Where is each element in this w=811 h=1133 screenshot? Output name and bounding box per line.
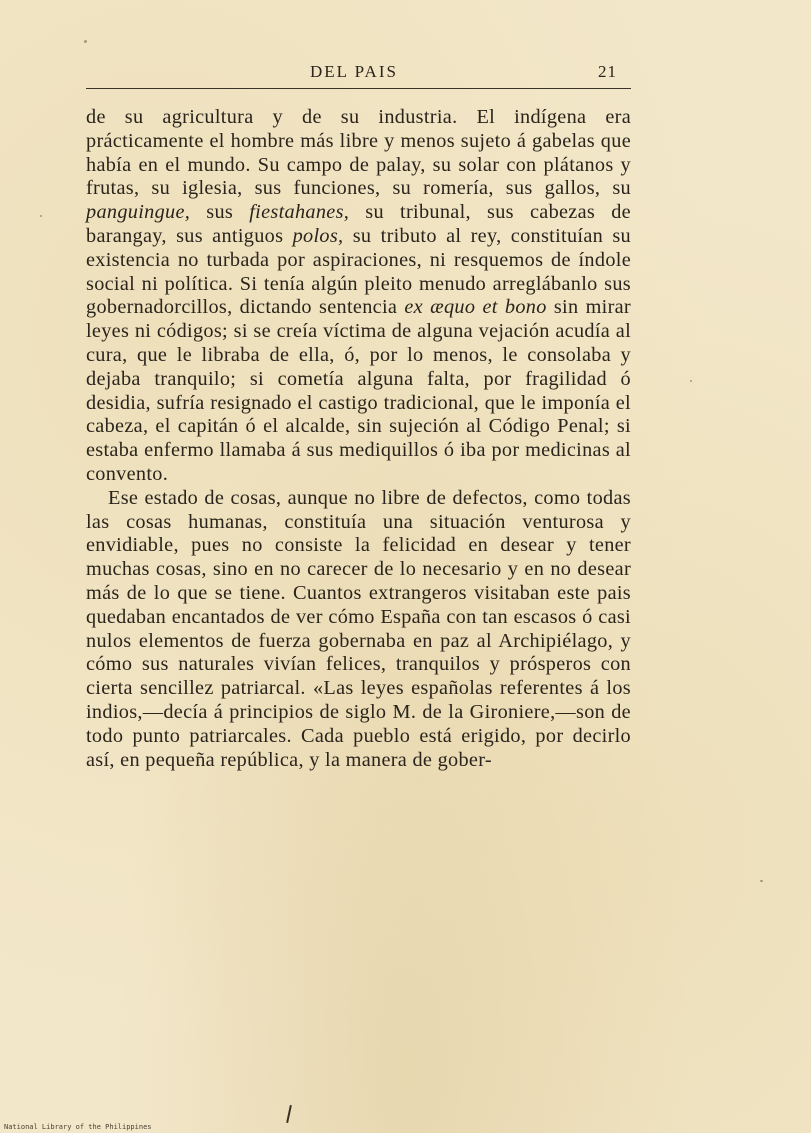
italic-term-polos: polos, [292,224,344,247]
body-text [86,106,631,772]
italic-phrase-ex-aequo: ex æquo et bono [404,296,547,319]
paper-speck [760,880,763,882]
running-title: DEL PAIS [310,62,398,81]
ink-mark [286,1105,292,1123]
page-number: 21 [598,62,617,81]
paper-speck [690,380,692,382]
paragraph-1-text-b: sus [190,201,250,224]
paragraph-1-text-d: su tributo al rey, constituían su existencia no turbada por aspiraciones, ni resquemos de índole social ni política. Si tenía algún pleito menudo arreglábanlo sus gobernadorcillos, dictando sentencia [86,224,631,319]
running-head [86,60,631,89]
paper-speck [40,215,42,217]
paper-speck [84,40,87,43]
library-credit: National Library of the Philippines [4,1123,152,1131]
paragraph-1-text-a: de su agricultura y de su industria. El indígena era prácticamente el hombre más libre y menos sujeto á gabelas que había en el mundo. Su campo de palay, su solar con plátanos y frutas, su iglesia, sus funciones, su romería, sus gallos, su [86,106,631,200]
italic-term-panguingue: panguingue, [86,201,191,224]
paragraph-2: Ese estado de cosas, aunque no libre de defectos, como todas las cosas humanas, constituía una situación venturosa y envidiable, pues no consiste la felicidad en desear y tener muchas cosas, sino en no carecer de lo necesario y en no desear más de lo que se tiene. Cuantos extrangeros visitaban este pais quedaban encantados de ver cómo España con tan escasos ó casi nulos elementos de fuerza gobernaba en paz al Archipiélago, y cómo sus naturales vivían felices, tranquilos y prósperos con cierta sencillez patriarcal. «Las leyes españolas referentes á los indios,—decía á principios de siglo M. de la Gironiere,—son de todo punto patriarcales. Cada pueblo está erigido, por decirlo así, en pequeña república, y la manera de gober- [86,486,631,771]
paragraph-1 [86,106,631,487]
paragraph-1-text-c: su tribunal, sus cabezas de barangay, sus antiguos [86,201,631,247]
paragraph-1-text-e: sin mirar leyes ni códigos; si se creía víctima de alguna vejación acudía al cura, que le libraba de ella, ó, por lo menos, le consolaba y dejaba tranquilo; si cometía alguna falta, por fragilidad ó desidia, sufría resignado el castigo tradicional, que le imponía el cabeza, el capitán ó el alcalde, sin sujeción al Código Penal; si estaba enfermo llamaba á sus mediquillos ó iba por medicinas al convento. [86,296,631,485]
italic-term-fiestahanes: fiestahanes, [249,201,350,224]
